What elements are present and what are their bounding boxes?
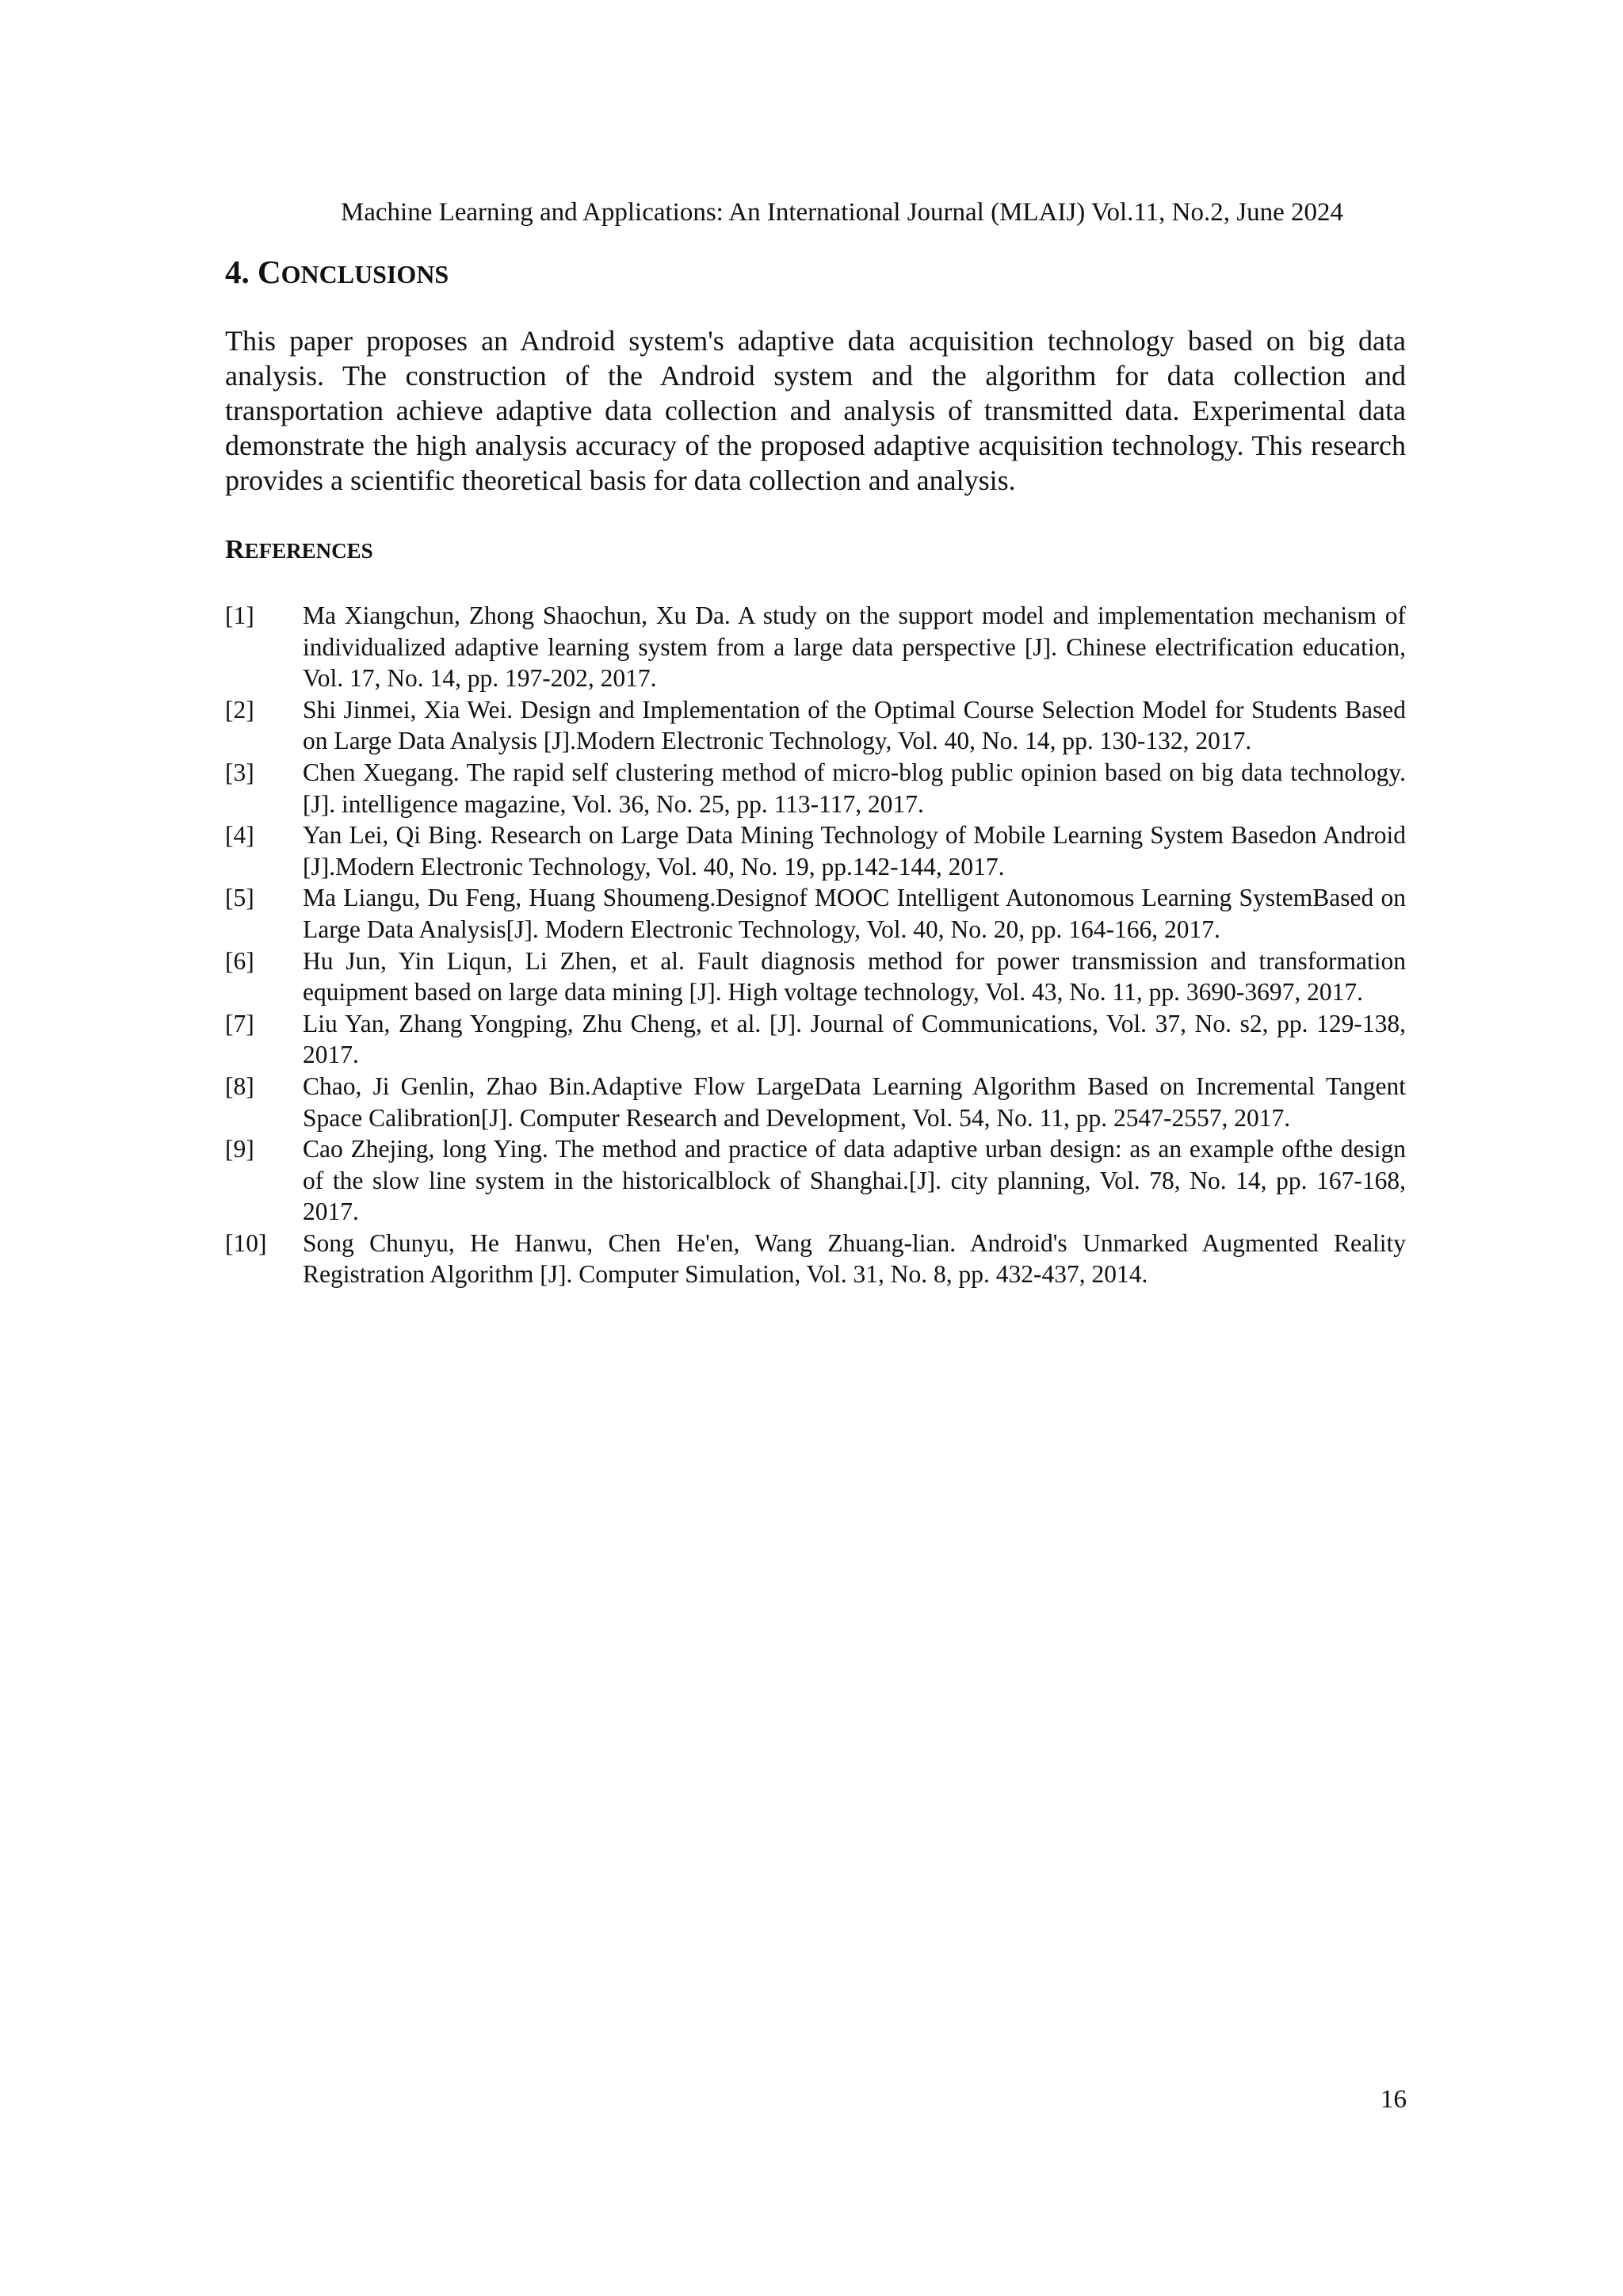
reference-text: Song Chunyu, He Hanwu, Chen He'en, Wang Zhuang-lian. Android's Unmarked Augmented Reality Registration Algorithm [J]. Computer Simulation, Vol. 31, No. 8, pp. 432-437, 2014.	[303, 1228, 1406, 1289]
reference-number: [9]	[225, 1135, 254, 1163]
reference-number: [5]	[225, 884, 254, 912]
reference-item	[225, 1008, 1406, 1071]
reference-number: [10]	[225, 1228, 267, 1257]
reference-item	[225, 600, 1406, 694]
reference-item	[225, 1228, 1406, 1290]
references-heading	[225, 531, 373, 570]
reference-text: Ma Liangu, Du Feng, Huang Shoumeng.Designof MOOC Intelligent Autonomous Learning SystemBased on Large Data Analysis[J]. Modern Electronic Technology, Vol. 40, No. 20, pp. 164-166, 2017.	[303, 884, 1406, 943]
reference-text: Ma Xiangchun, Zhong Shaochun, Xu Da. A study on the support model and implementation mechanism of individualized adaptive learning system from a large data perspective [J]. Chinese electrification education, Vol. 17, No. 14, pp. 197-202, 2017.	[303, 602, 1406, 693]
reference-text: Yan Lei, Qi Bing. Research on Large Data Mining Technology of Mobile Learning System Basedon Android [J].Modern Electronic Technology, Vol. 40, No. 19, pp.142-144, 2017.	[303, 821, 1406, 881]
heading-rest: EFERENCES	[244, 539, 373, 563]
heading-number: 4.	[225, 254, 258, 290]
running-header: Machine Learning and Applications: An International Journal (MLAIJ) Vol.11, No.2, June 2024	[340, 198, 1343, 227]
reference-item	[225, 1071, 1406, 1133]
reference-number: [6]	[225, 946, 254, 975]
reference-item	[225, 694, 1406, 757]
reference-item	[225, 882, 1406, 945]
heading-rest: ONCLUSIONS	[281, 260, 449, 288]
reference-text: Hu Jun, Yin Liqun, Li Zhen, et al. Fault diagnosis method for power transmission and transformation equipment based on large data mining [J]. High voltage technology, Vol. 43, No. 11, pp. 3690-3697, 2017.	[303, 946, 1406, 1007]
heading-initial: R	[225, 535, 245, 564]
reference-text: Shi Jinmei, Xia Wei. Design and Implementation of the Optimal Course Selection Model for Students Based on Large Data Analysis [J].Modern Electronic Technology, Vol. 40, No. 14, pp. 130-132, 2017.	[303, 695, 1406, 755]
reference-item	[225, 819, 1406, 882]
reference-number: [3]	[225, 758, 254, 786]
reference-text: Liu Yan, Zhang Yongping, Zhu Cheng, et al. [J]. Journal of Communications, Vol. 37, No. s2, pp. 129-138, 2017.	[303, 1009, 1406, 1069]
reference-number: [4]	[225, 821, 254, 850]
heading-initial: C	[258, 254, 281, 290]
page-number: 16	[1381, 2085, 1407, 2114]
reference-list	[225, 600, 1406, 1290]
conclusions-paragraph: This paper proposes an Android system's adaptive data acquisition technology based on big data analysis. The construction of the Android system and the algorithm for data collection and transportation achieve adaptive data collection and analysis of transmitted data. Experimental data demonstrate the high analysis accuracy of the proposed adaptive acquisition technology. This research provides a scientific theoretical basis for data collection and analysis.	[225, 325, 1406, 496]
reference-text: Chen Xuegang. The rapid self clustering method of micro-blog public opinion based on big data technology. [J]. intelligence magazine, Vol. 36, No. 25, pp. 113-117, 2017.	[303, 758, 1406, 818]
reference-text: Cao Zhejing, long Ying. The method and practice of data adaptive urban design: as an example ofthe design of the slow line system in the historicalblock of Shanghai.[J]. city planning, Vol. 78, No. 14, pp. 167-168, 2017.	[303, 1135, 1406, 1226]
reference-number: [1]	[225, 602, 254, 629]
reference-item	[225, 1133, 1406, 1228]
reference-number: [2]	[225, 695, 254, 724]
conclusions-heading	[225, 250, 449, 296]
reference-item	[225, 946, 1406, 1008]
reference-item	[225, 757, 1406, 819]
reference-number: [7]	[225, 1009, 254, 1037]
reference-text: Chao, Ji Genlin, Zhao Bin.Adaptive Flow LargeData Learning Algorithm Based on Incremental Tangent Space Calibration[J]. Computer Research and Development, Vol. 54, No. 11, pp. 2547-2557, 2017.	[303, 1072, 1406, 1132]
reference-number: [8]	[225, 1072, 254, 1100]
